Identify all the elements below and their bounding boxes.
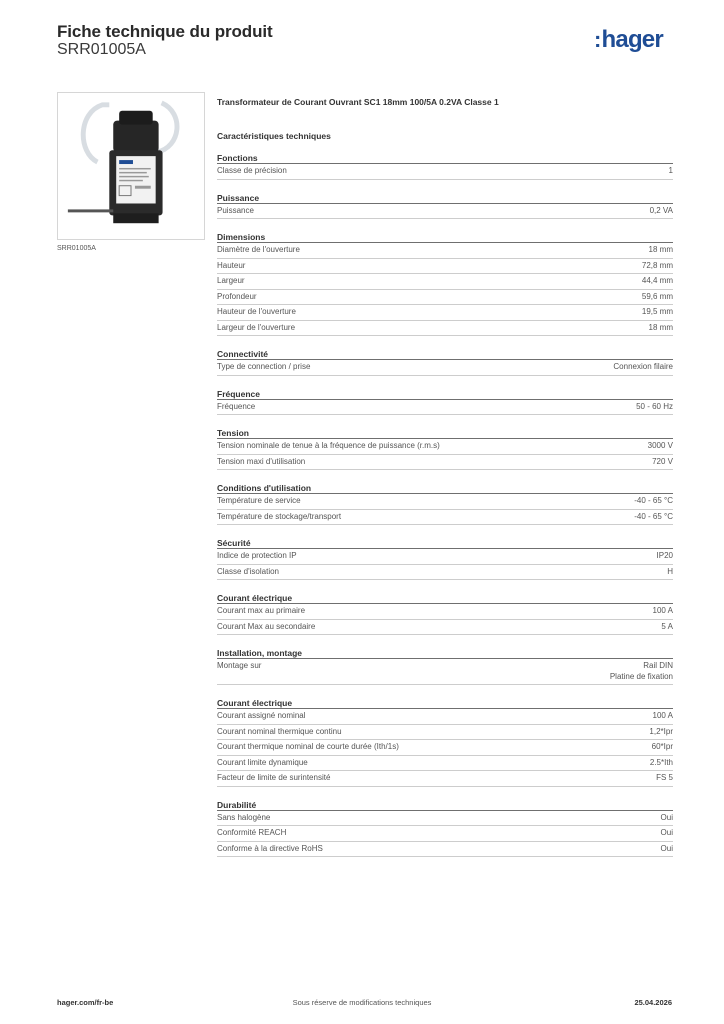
spec-groups	[217, 152, 673, 857]
spec-row	[217, 709, 673, 725]
spec-label: Facteur de limite de surintensité	[217, 773, 331, 782]
spec-label: Type de connection / prise	[217, 362, 311, 371]
spec-label: Courant nominal thermique continu	[217, 726, 342, 736]
spec-row	[217, 549, 673, 565]
spec-label: Classe de précision	[217, 166, 287, 175]
spec-value: 18 mm	[648, 322, 673, 332]
spec-label: Courant limite dynamique	[217, 757, 308, 767]
spec-group	[217, 152, 673, 180]
spec-group	[217, 697, 673, 787]
spec-label: Sans halogène	[217, 812, 271, 822]
spec-label: Indice de protection IP	[217, 551, 297, 560]
spec-group	[217, 231, 673, 336]
spec-value: 1,2*Ipr	[649, 726, 673, 736]
spec-row	[217, 360, 673, 376]
spec-row	[217, 400, 673, 416]
spec-group-title: Fonctions	[217, 152, 673, 164]
hager-logo[interactable]	[594, 26, 663, 54]
spec-label: Température de service	[217, 496, 301, 505]
spec-group-title: Installation, montage	[217, 647, 673, 659]
spec-group-title: Conditions d'utilisation	[217, 482, 673, 494]
spec-value: Oui	[660, 843, 673, 853]
spec-group	[217, 592, 673, 635]
footer-disclaimer: Sous réserve de modifications techniques	[292, 998, 432, 1007]
spec-group	[217, 388, 673, 416]
spec-label: Tension nominale de tenue à la fréquence de puissance (r.m.s)	[217, 441, 440, 450]
spec-value: 1	[668, 166, 673, 175]
spec-group-title: Durabilité	[217, 799, 673, 811]
spec-row	[217, 771, 673, 787]
spec-label: Hauteur de l'ouverture	[217, 307, 296, 316]
spec-label: Courant Max au secondaire	[217, 621, 316, 631]
spec-row	[217, 455, 673, 471]
spec-value: 3000 V	[647, 441, 673, 450]
spec-label: Puissance	[217, 205, 254, 215]
spec-row	[217, 811, 673, 827]
spec-value: -40 - 65 °C	[634, 511, 673, 521]
spec-group	[217, 427, 673, 470]
spec-row	[217, 439, 673, 455]
spec-row	[217, 565, 673, 581]
spec-group	[217, 537, 673, 580]
spec-group	[217, 348, 673, 376]
spec-value: 44,4 mm	[641, 276, 673, 285]
spec-group-title: Tension	[217, 427, 673, 439]
spec-value: 18 mm	[648, 245, 673, 254]
spec-row	[217, 243, 673, 259]
spec-label: Conforme à la directive RoHS	[217, 843, 323, 853]
spec-row	[217, 842, 673, 858]
spec-group-title: Courant électrique	[217, 697, 673, 709]
spec-group-title: Dimensions	[217, 231, 673, 243]
spec-group	[217, 799, 673, 858]
spec-value: 720 V	[652, 456, 673, 466]
spec-group-title: Fréquence	[217, 388, 673, 400]
spec-label: Courant thermique nominal de courte durée (Ith/1s)	[217, 742, 399, 751]
spec-label: Tension maxi d'utilisation	[217, 456, 306, 466]
spec-content	[217, 96, 673, 857]
spec-row	[217, 659, 673, 685]
image-caption: SRR01005A	[57, 245, 96, 252]
spec-label: Diamètre de l'ouverture	[217, 245, 300, 254]
spec-row	[217, 204, 673, 220]
spec-group-title: Sécurité	[217, 537, 673, 549]
spec-row	[217, 826, 673, 842]
current-transformer-picture	[58, 93, 204, 239]
spec-row	[217, 725, 673, 741]
spec-row	[217, 321, 673, 337]
spec-value: 100 A	[652, 711, 673, 720]
spec-value: 19,5 mm	[641, 307, 673, 316]
footer-date: 25.04.2026	[634, 998, 672, 1007]
technical-characteristics-title: Caractéristiques techniques	[217, 131, 331, 141]
spec-group-title: Connectivité	[217, 348, 673, 360]
spec-value: 50 - 60 Hz	[636, 401, 673, 411]
spec-group-title: Courant électrique	[217, 592, 673, 604]
spec-label: Largeur de l'ouverture	[217, 322, 296, 332]
spec-label: Classe d'isolation	[217, 566, 280, 576]
spec-label: Largeur	[217, 276, 245, 285]
logo-text: hager	[601, 26, 663, 53]
spec-value: 59,6 mm	[641, 291, 673, 301]
spec-label: Courant max au primaire	[217, 606, 306, 615]
spec-value: 2.5*Ith	[649, 757, 673, 767]
spec-group	[217, 482, 673, 525]
spec-value: Connexion filaire	[613, 362, 673, 371]
spec-label: Température de stockage/transport	[217, 511, 342, 521]
spec-group	[217, 647, 673, 685]
spec-value: 0,2 VA	[649, 205, 673, 215]
spec-value: Rail DIN Platine de fixation	[609, 661, 673, 681]
spec-row	[217, 164, 673, 180]
spec-row	[217, 604, 673, 620]
spec-value: 60*Ipr	[651, 742, 673, 751]
spec-row	[217, 305, 673, 321]
product-reference: SRR01005A	[57, 41, 146, 58]
page-title: Fiche technique du produit	[57, 22, 273, 41]
spec-label: Courant assigné nominal	[217, 711, 306, 720]
spec-value: FS 5	[656, 773, 673, 782]
spec-value: 100 A	[652, 606, 673, 615]
spec-row	[217, 620, 673, 636]
spec-label: Hauteur	[217, 260, 246, 270]
spec-label: Conformité REACH	[217, 828, 287, 837]
logo-dots-icon: :	[594, 27, 601, 52]
spec-label: Montage sur	[217, 661, 262, 670]
spec-value: IP20	[656, 551, 673, 560]
product-name: Transformateur de Courant Ouvrant SC1 18mm 100/5A 0.2VA Classe 1	[217, 97, 499, 107]
footer-website-link[interactable]: hager.com/fr-be	[57, 998, 114, 1007]
spec-value: Oui	[660, 812, 673, 822]
spec-label: Fréquence	[217, 401, 256, 411]
spec-row	[217, 259, 673, 275]
spec-row	[217, 756, 673, 772]
spec-row	[217, 494, 673, 510]
spec-value: -40 - 65 °C	[634, 496, 673, 505]
spec-value: H	[667, 566, 673, 576]
spec-label: Profondeur	[217, 291, 257, 301]
spec-value: 5 A	[661, 621, 673, 631]
spec-row	[217, 274, 673, 290]
spec-value: Oui	[660, 828, 673, 837]
product-image	[57, 92, 205, 240]
spec-group-title: Puissance	[217, 192, 673, 204]
spec-row	[217, 740, 673, 756]
spec-row	[217, 510, 673, 526]
spec-value: 72,8 mm	[641, 260, 673, 270]
spec-group	[217, 192, 673, 220]
spec-row	[217, 290, 673, 306]
